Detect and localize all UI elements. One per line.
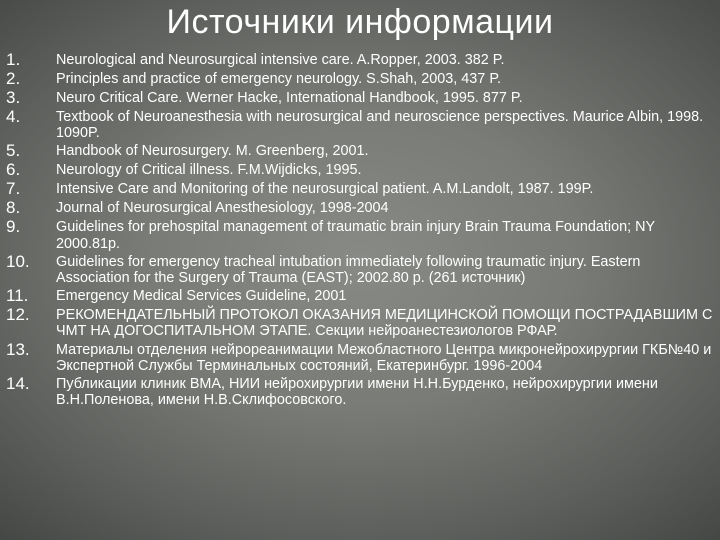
list-item <box>6 50 716 69</box>
list-item <box>6 160 716 179</box>
item-number: 13. <box>6 339 30 359</box>
list-item <box>6 107 716 141</box>
item-text: Neurology of Critical illness. F.M.Wijdicks, 1995. <box>56 162 362 179</box>
item-number: 4. <box>6 107 21 126</box>
item-text: Neuro Critical Care. Werner Hacke, International Handbook, 1995. 877 P. <box>56 90 523 106</box>
item-number: 5. <box>6 141 21 161</box>
slide-title: Источники информации <box>166 3 554 41</box>
list-item <box>6 217 716 251</box>
item-number: 8. <box>6 198 21 218</box>
list-item <box>6 286 716 305</box>
list-item <box>6 340 716 374</box>
item-number: 2. <box>6 69 21 88</box>
item-text: Emergency Medical Services Guideline, 2001 <box>56 288 347 305</box>
item-text: Материалы отделения нейрореанимации Межобластного Центра микронейрохирургии ГКБ№40 и Экспертной Службы Терминальных состояний, Екатеринбург. 1996-2004 <box>56 341 712 374</box>
item-number: 14. <box>6 374 30 394</box>
item-number: 12. <box>6 305 30 325</box>
item-number: 7. <box>6 179 21 199</box>
item-number: 11. <box>6 286 29 306</box>
list-item <box>6 179 716 198</box>
item-text: РЕКОМЕНДАТЕЛЬНЫЙ ПРОТОКОЛ ОКАЗАНИЯ МЕДИЦИНСКОЙ ПОМОЩИ ПОСТРАДАВШИМ С ЧМТ НА ДОГОСПИТАЛЬНОМ ЭТАПЕ. Секции нейроанестезиологов РФАР. <box>56 307 713 340</box>
item-text: Handbook of Neurosurgery. M. Greenberg, 2001. <box>56 143 369 160</box>
list-item <box>6 252 716 286</box>
item-number: 10. <box>6 251 30 271</box>
list-item <box>6 374 716 408</box>
item-text: Guidelines for prehospital management of traumatic brain injury Brain Trauma Foundation; NY 2000.81p. <box>56 219 655 252</box>
item-text: Textbook of Neuroanesthesia with neurosurgical and neuroscience perspectives. Maurice Albin, 1998. 1090P. <box>56 109 704 142</box>
reference-list <box>6 50 716 408</box>
item-text: Journal of Neurosurgical Anesthesiology, 1998-2004 <box>56 200 389 217</box>
item-number: 6. <box>6 160 21 180</box>
item-text: Principles and practice of emergency neurology. S.Shah, 2003, 437 P. <box>56 71 502 87</box>
list-item <box>6 198 716 217</box>
list-item <box>6 141 716 160</box>
item-text: Neurological and Neurosurgical intensive care. A.Ropper, 2003. 382 P. <box>56 52 505 68</box>
item-text: Guidelines for emergency tracheal intubation immediately following traumatic injury. Eastern Association for the Surgery of Trauma (EAST); 2002.80 p. (261 источник) <box>56 253 641 287</box>
item-text: Публикации клиник ВМА, НИИ нейрохирургии имени Н.Н.Бурденко, нейрохирургии имени В.Н.Поленова, имени Н.В.Склифосовского. <box>56 376 658 409</box>
item-text: Intensive Care and Monitoring of the neurosurgical patient. A.M.Landolt, 1987. 199P. <box>56 181 594 198</box>
list-item <box>6 69 716 88</box>
item-number: 3. <box>6 88 21 107</box>
list-item <box>6 88 716 107</box>
list-item <box>6 305 716 339</box>
item-number: 9. <box>6 217 21 237</box>
item-number: 1. <box>6 50 21 69</box>
